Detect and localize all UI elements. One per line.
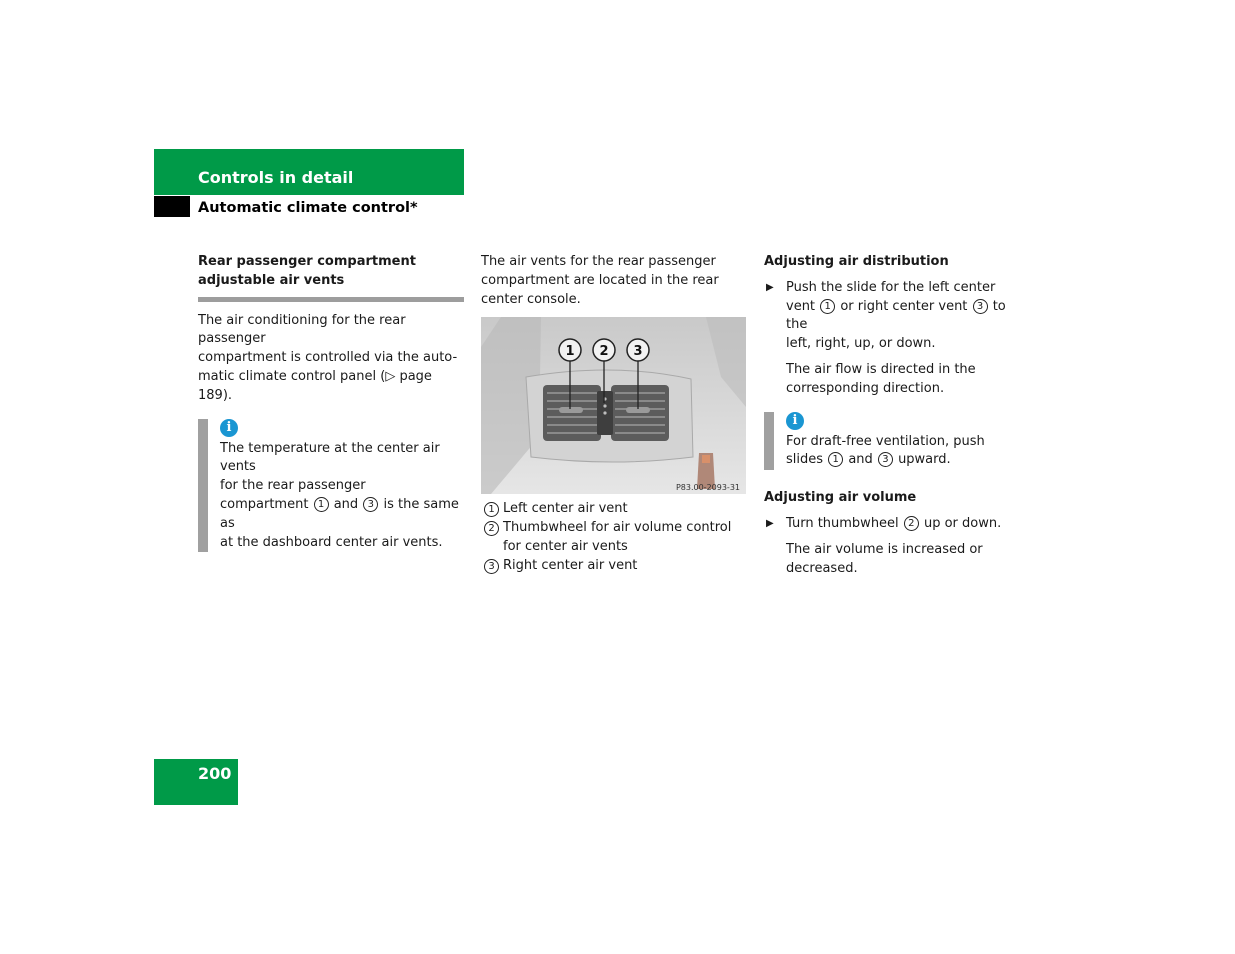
- callout-number-1: 1: [828, 452, 843, 467]
- column-right: [764, 253, 1026, 578]
- intro-line: The air vents for the rear passenger: [481, 254, 716, 269]
- info-line: at the dashboard center air vents.: [220, 534, 443, 550]
- subsection-marker: [154, 196, 190, 217]
- step-result: The air volume is increased or decreased.: [786, 541, 983, 576]
- heading-air-distribution: Adjusting air distribution: [764, 254, 949, 269]
- info-line: The temperature at the center air vents: [220, 440, 440, 475]
- column-middle: [481, 253, 747, 576]
- figure-callout-3: 3: [633, 344, 643, 360]
- air-vent-photo: [481, 317, 746, 494]
- info-note: i For draft-free ventilation, push slides 1 and 3 upward.: [764, 412, 1026, 471]
- info-bar: [764, 412, 774, 471]
- air-vent-illustration: [481, 317, 746, 494]
- callout-number-2: 2: [904, 516, 919, 531]
- paragraph-line: The air conditioning for the rear passenger: [198, 312, 406, 347]
- legend-text: Thumbwheel for air volume control for center air vents: [503, 520, 732, 554]
- info-bar: [198, 419, 208, 553]
- page-number: 200: [198, 764, 232, 783]
- figure-callout-1: 1: [565, 344, 575, 360]
- legend-text: Right center air vent: [503, 557, 638, 573]
- step-marker-icon: ▶: [766, 517, 774, 529]
- heading-rule: [198, 297, 464, 302]
- subsection-title: Automatic climate control*: [198, 200, 418, 216]
- instruction-step: ▶ Push the slide for the left center vent 1 or right center vent 3 to the left, right, up, or down.: [766, 279, 1006, 352]
- callout-number-3: 3: [878, 452, 893, 467]
- legend-number: 1: [484, 502, 499, 517]
- info-line: for the rear passenger: [220, 478, 366, 494]
- callout-number-1: 1: [820, 299, 835, 314]
- heading-rear-vents: Rear passenger compartment adjustable air vents: [198, 254, 416, 288]
- heading-air-volume: Adjusting air volume: [764, 490, 917, 506]
- instruction-step: ▶ Turn thumbwheel 2 up or down.: [764, 515, 1026, 534]
- intro-line: compartment are located in the rear: [481, 272, 719, 288]
- callout-number-3: 3: [363, 497, 378, 512]
- figure-callout-2: 2: [599, 344, 609, 360]
- paragraph-line: matic climate control panel (▷ page 189).: [198, 368, 432, 403]
- paragraph-line: compartment is controlled via the auto-: [198, 350, 458, 366]
- callout-number-3: 3: [973, 299, 988, 314]
- legend-item: [481, 519, 747, 557]
- legend-number: 2: [484, 521, 499, 536]
- legend-item: [481, 500, 747, 519]
- info-icon: i: [786, 412, 804, 430]
- legend-number: 3: [484, 559, 499, 574]
- legend-text: Left center air vent: [503, 501, 628, 517]
- info-icon: i: [220, 419, 238, 437]
- step-result: The air flow is directed in the corresponding direction.: [786, 361, 976, 396]
- section-title: Controls in detail: [198, 168, 354, 187]
- info-note: [198, 419, 464, 553]
- figure-code: P83.00-2093-31: [675, 483, 740, 493]
- column-left: [198, 253, 464, 552]
- callout-number-1: 1: [314, 497, 329, 512]
- legend-item: [481, 557, 747, 576]
- intro-line: center console.: [481, 291, 581, 307]
- step-marker-icon: ▶: [766, 281, 774, 293]
- info-line: compartment 1 and 3 is the same as: [220, 496, 459, 531]
